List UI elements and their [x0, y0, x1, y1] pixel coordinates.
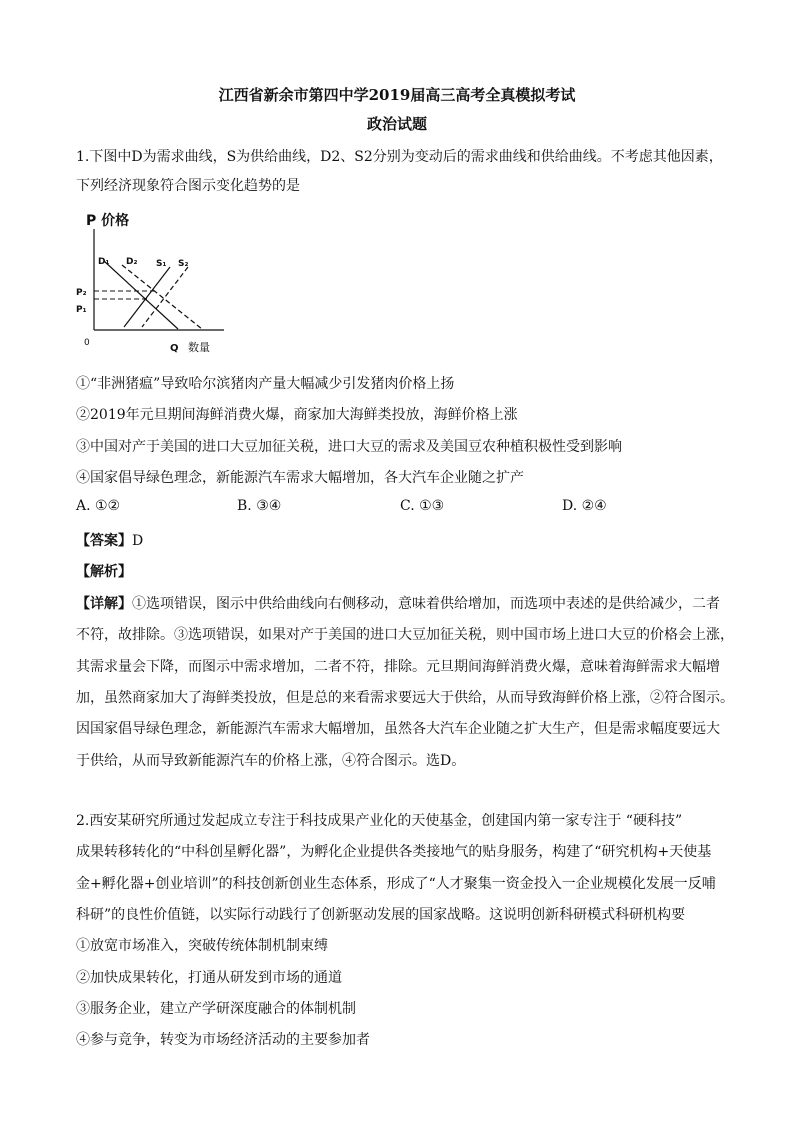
- detail-line-2: 不符，故排除。③选项错误，如果对产于美国的进口大豆加征关税，则中国市场上进口大豆的价格会上涨，: [76, 627, 734, 643]
- detail-line-3: 其需求量会下降，而图示中需求增加，二者不符，排除。元旦期间海鲜消费火爆，意味着海鲜需求大幅增: [76, 659, 720, 675]
- q1-option-c: C. ①③: [400, 498, 445, 514]
- q1-option-b: B. ③④: [237, 498, 282, 514]
- detail-line-6: 于供给，从而导致新能源汽车的价格上涨，④符合图示。选D。: [76, 753, 466, 769]
- detail-line-4: 加，虽然商家加大了海鲜类投放，但是总的来看需求要远大于供给，从而导致海鲜价格上涨，②符合图示。: [76, 690, 734, 706]
- detail-text-1: ①选项错误，图示中供给曲线向右侧移动，意味着供给增加，而选项中表述的是供给减少，二者: [132, 596, 720, 612]
- q1-item-1: ①“非洲猪瘟”导致哈尔滨猪肉产量大幅减少引发猪肉价格上扬: [76, 376, 455, 392]
- supply-curve-s2: [142, 267, 188, 327]
- q2-item-4: ④参与竞争，转变为市场经济活动的主要参加者: [76, 1032, 370, 1048]
- q2-stem-line1: 2.西安某研究所通过发起成立专注于科技成果产业化的天使基金，创建国内第一家专注于 “硬科技”: [76, 813, 683, 829]
- answer-label: 【答案】: [76, 533, 132, 549]
- q1-option-d: D. ②④: [562, 498, 607, 514]
- supply-demand-diagram: [76, 205, 226, 355]
- demand-curve-d2: [122, 265, 202, 329]
- p1-label: P₁: [76, 305, 87, 315]
- detail-line-5: 因国家倡导绿色理念，新能源汽车需求大幅增加，虽然各大汽车企业随之扩大生产，但是需求幅度要远大: [76, 721, 720, 737]
- q1-item-3: ③中国对产于美国的进口大豆加征关税，进口大豆的需求及美国豆农种植积极性受到影响: [76, 439, 622, 455]
- p2-label: P₂: [76, 288, 87, 298]
- q1-option-a: A. ①②: [76, 498, 121, 514]
- q2-stem-line4: 科研”的良性价值链，以实际行动践行了创新驱动发展的国家战略。这说明创新科研模式科研机构要: [76, 907, 686, 923]
- q1-item-2: ②2019年元旦期间海鲜消费火爆，商家加大海鲜类投放，海鲜价格上涨: [76, 407, 518, 423]
- y-axis-label: P 价格: [86, 213, 130, 229]
- q1-item-4: ④国家倡导绿色理念，新能源汽车需求大幅增加，各大汽车企业随之扩产: [76, 470, 524, 486]
- origin-label: 0: [84, 338, 90, 348]
- x-q-label: Q: [170, 343, 179, 354]
- q2-item-1: ①放宽市场准入，突破传统体制机制束缚: [76, 938, 328, 954]
- s1-label: S₁: [156, 259, 167, 269]
- q2-item-2: ②加快成果转化，打通从研发到市场的通道: [76, 970, 342, 986]
- d2-label: D₂: [126, 257, 138, 267]
- q2-stem-line3: 金+孵化器+创业培训”的科技创新创业生态体系，形成了“人才聚集一资金投入一企业规模化发展一反哺: [76, 876, 716, 892]
- detail-line-1: [76, 593, 720, 613]
- detail-label: 【详解】: [76, 596, 132, 612]
- analysis-label: 【解析】: [76, 564, 132, 580]
- page-subtitle: 政治试题: [366, 115, 427, 133]
- d1-label: D₁: [98, 257, 110, 267]
- x-unit-label: 数量: [188, 341, 210, 354]
- q1-answer: [76, 530, 143, 550]
- s2-label: S₂: [178, 259, 189, 269]
- answer-value: D: [132, 533, 144, 549]
- q2-stem-line2: 成果转移转化的“中科创星孵化器”，为孵化企业提供各类接地气的贴身服务，构建了“研究机构+天使基: [76, 844, 712, 860]
- page-title: 江西省新余市第四中学2019届高三高考全真模拟考试: [218, 86, 576, 104]
- q2-item-3: ③服务企业，建立产学研深度融合的体制机制: [76, 1001, 356, 1017]
- supply-curve-s1: [124, 267, 170, 327]
- q1-stem-line2: 下列经济现象符合图示变化趋势的是: [76, 178, 300, 194]
- q1-stem-line1: 1.下图中D为需求曲线，S为供给曲线，D2、S2分别为变动后的需求曲线和供给曲线。不考虑其他因素，: [76, 149, 723, 165]
